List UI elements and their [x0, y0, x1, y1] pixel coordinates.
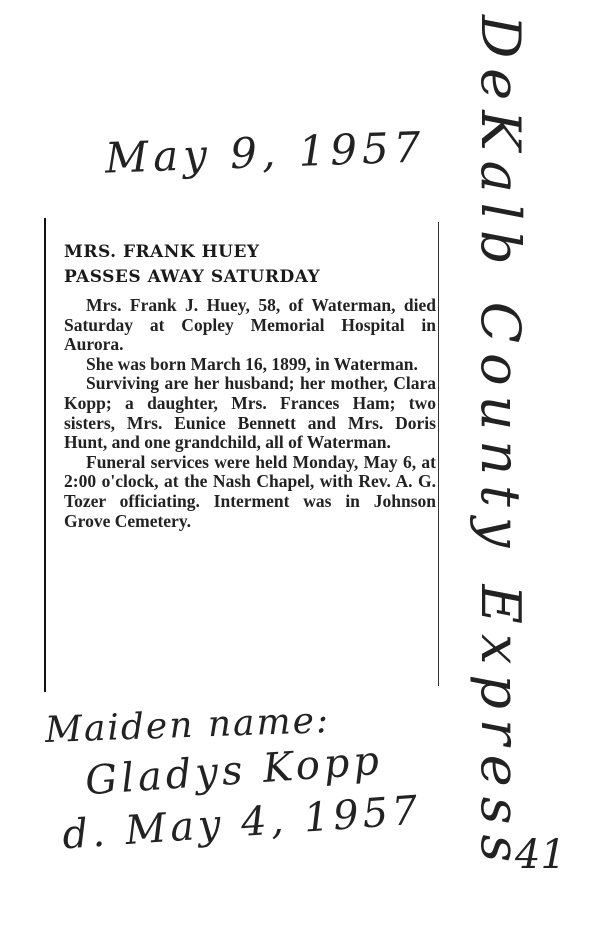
paragraph-birth: She was born March 16, 1899, in Waterman. [86, 353, 418, 374]
handwritten-maiden-label: Maiden name: [44, 700, 331, 751]
clipping-right-rule [438, 222, 439, 686]
handwritten-page-number: 41 [515, 832, 566, 878]
headline-line-1: MRS. FRANK HUEY [64, 242, 260, 262]
paragraph-survivors: Surviving are her husband; her mother, Clara Kopp; a daughter, Mrs. Frances Ham; two sisters, Mrs. Eunice Bennett and Mrs. Doris Hunt, and one grandchild, all of Waterman. [64, 373, 436, 453]
obituary-headline [64, 240, 432, 290]
headline-line-2: PASSES AWAY SATURDAY [64, 267, 321, 287]
handwritten-death-date: d. May 4, 1957 [60, 787, 423, 859]
newspaper-clipping [44, 218, 440, 698]
handwritten-source-note: DeKalb County Express [469, 15, 532, 873]
handwritten-date: May 9, 1957 [104, 122, 427, 183]
clipping-left-rule [44, 218, 46, 692]
handwritten-maiden-name: Gladys Kopp [83, 737, 385, 805]
paragraph-funeral: Funeral services were held Monday, May 6, at 2:00 o'clock, at the Nash Chapel, with Rev. A. G. Tozer officiating. Interment was in Johnson Grove Cemetery. [64, 451, 436, 531]
paragraph-death: Mrs. Frank J. Huey, 58, of Waterman, died Saturday at Copley Memorial Hospital in Aurora. [64, 295, 436, 355]
obituary-body [64, 296, 436, 531]
